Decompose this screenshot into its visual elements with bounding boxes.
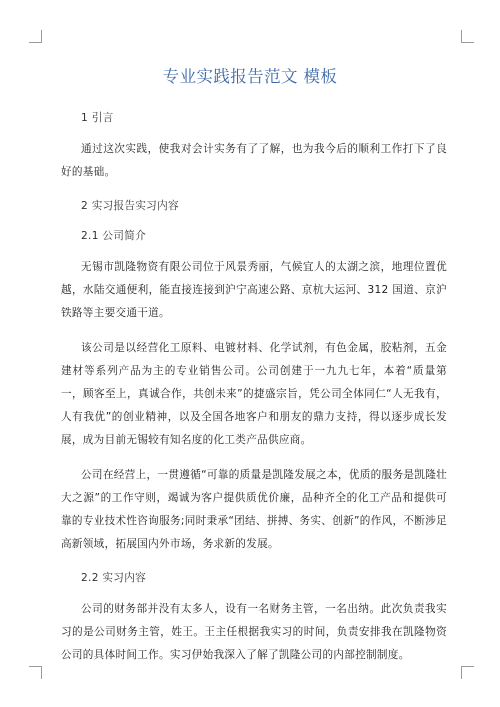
paragraph-company-principles: 公司在经营上，一贯遵循“可靠的质量是凯隆发展之本，优质的服务是凯隆壮大之源”的工作守则，竭诚为客户提供质优价廉，品种齐全的化工产品和提供可靠的专业技术性咨询服务;同时秉承“团结、拼搏、务实、创新”的作风，不断涉足高新领域，拓展国内外市场，务求新的发展。 <box>61 469 447 550</box>
document-body <box>61 108 447 679</box>
page-corner-mark-bottom-right <box>461 666 474 679</box>
page-corner-mark-top-right <box>461 30 474 43</box>
subsection-heading-company-profile: 2.1 公司简介 <box>81 230 146 242</box>
subsection-heading-internship-details: 2.2 实习内容 <box>81 572 146 584</box>
document-title: 专业实践报告范文 模板 <box>162 67 338 86</box>
section-heading-introduction: 1 引言 <box>81 112 114 124</box>
section-heading-internship-content: 2 实习报告实习内容 <box>81 200 179 212</box>
page-corner-mark-bottom-left <box>29 666 42 679</box>
paragraph-internship-details: 公司的财务部并没有太多人，设有一名财务主管，一名出纳。此次负责我实习的是公司财务主管，姓王。王主任根据我实习的时间，负责安排我在凯隆物资公司的具体时间工作。实习伊始我深入了解了凯隆公司的内部控制制度。 <box>61 603 447 661</box>
paragraph-company-business: 该公司是以经营化工原料、电镀材料、化学试剂，有色金属，胶粘剂，五金建材等系列产品为主的专业销售公司。公司创建于一九九七年，本着“质量第一，顾客至上，真诚合作，共创未来”的捷盛宗旨，凭公司全体同仁“人无我有，人有我优”的创业精神，以及全国各地客户和朋友的鼎力支持，得以逐步成长发展，成为目前无锡较有知名度的化工类产品供应商。 <box>61 342 447 446</box>
paragraph-introduction: 通过这次实践，使我对会计实务有了了解，也为我今后的顺利工作打下了良好的基础。 <box>61 143 447 178</box>
paragraph-company-location: 无锡市凯隆物资有限公司位于风景秀丽，气候宜人的太湖之滨，地理位置优越，水陆交通便利，能直接连接到沪宁高速公路、京杭大运河、312 国道、京沪铁路等主要交通干道。 <box>61 261 447 319</box>
page-corner-mark-top-left <box>29 30 42 43</box>
